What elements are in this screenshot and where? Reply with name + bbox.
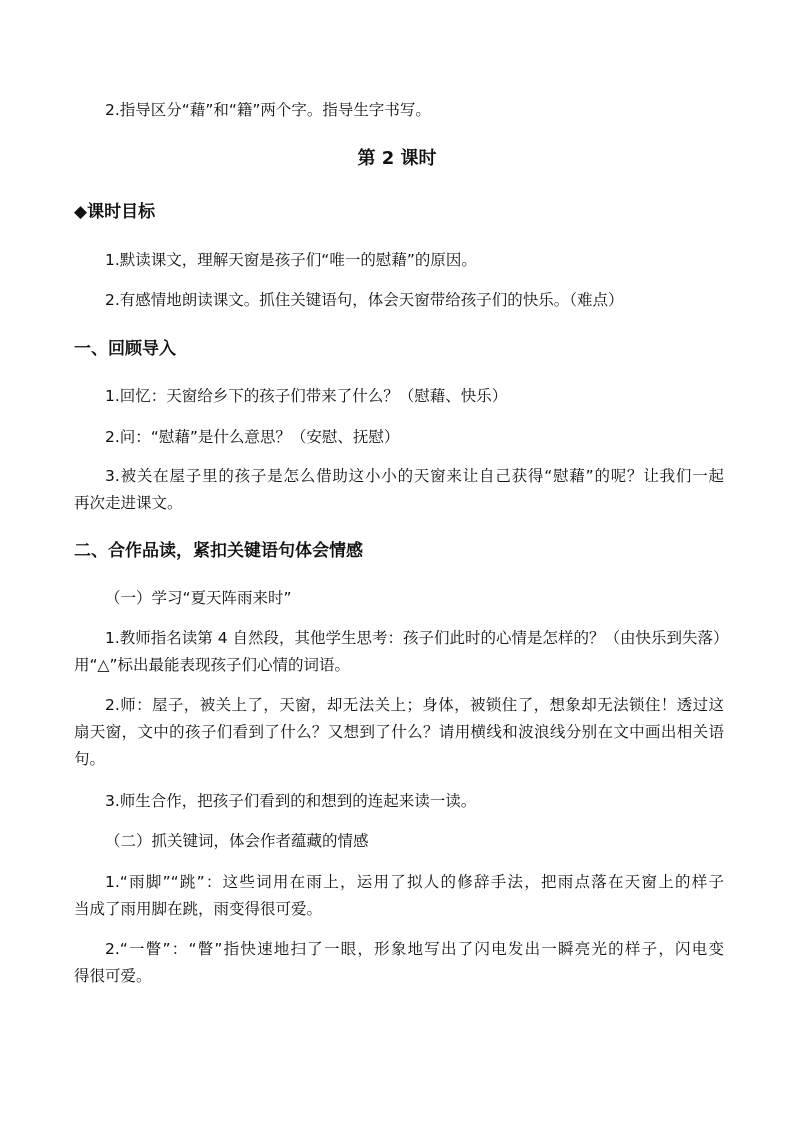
subsection-1-heading	[74, 585, 724, 612]
activity-text-line-2: 扇天窗，文中的孩子们看到了什么？又想到了什么？请用横线和波浪线分别在文中画出相关语	[74, 723, 724, 741]
review-text-line-2: 再次走进课文。	[74, 494, 183, 512]
activity-item-3	[74, 788, 724, 815]
subsection-text: （二）抓关键词，体会作者蕴藏的情感	[105, 832, 369, 850]
review-text: 1.回忆：天窗给乡下的孩子们带来了什么？（慰藉、快乐）	[105, 387, 508, 405]
goal-item-1	[74, 247, 724, 274]
activity-item-2	[74, 692, 724, 773]
goal-item-2	[74, 287, 724, 314]
subsection-2-heading	[74, 828, 724, 855]
section-2-heading	[74, 538, 724, 565]
keyword-text-line-1: 1.“雨脚”“跳”：这些词用在雨上，运用了拟人的修辞手法，把雨点落在天窗上的样子	[105, 873, 724, 891]
lesson-title: 第 2 课时	[357, 148, 437, 169]
keyword-item-1	[74, 869, 724, 923]
activity-item-1	[74, 625, 729, 679]
activity-text-line-2: 用“△”标出最能表现孩子们心情的词语。	[74, 656, 350, 674]
keyword-item-2	[74, 936, 724, 990]
heading-text: ◆课时目标	[74, 202, 156, 222]
review-item-2	[74, 424, 724, 451]
activity-text-line-1: 2.师：屋子，被关上了，天窗，却无法关上；身体，被锁住了，想象却无法锁住！透过这	[105, 696, 724, 714]
goal-text: 1.默读课文，理解天窗是孩子们“唯一的慰藉”的原因。	[105, 251, 477, 269]
review-item-1	[74, 383, 724, 410]
keyword-text-line-1: 2.“一瞥”：“瞥”指快速地扫了一眼，形象地写出了闪电发出一瞬亮光的样子，闪电变	[105, 940, 724, 958]
paragraph-text: 2.指导区分“藉”和“籍”两个字。指导生字书写。	[105, 101, 431, 119]
review-text: 2.问：“慰藉”是什么意思？（安慰、抚慰）	[105, 428, 400, 446]
review-text-line-1: 3.被关在屋子里的孩子是怎么借助这小小的天窗来让自己获得“慰藉”的呢？让我们一起	[105, 467, 724, 485]
activity-text-line-1: 1.教师指名读第 4 自然段，其他学生思考：孩子们此时的心情是怎样的？（由快乐到失落）	[105, 629, 729, 647]
keyword-text-line-2: 当成了雨用脚在跳，雨变得很可爱。	[74, 900, 323, 918]
heading-text: 一、回顾导入	[74, 339, 176, 359]
section-1-heading	[74, 336, 724, 363]
keyword-text-line-2: 得很可爱。	[74, 967, 152, 985]
activity-text: 3.师生合作，把孩子们看到的和想到的连起来读一读。	[105, 792, 477, 810]
activity-text-line-3: 句。	[74, 750, 106, 768]
heading-text: 二、合作品读，紧扣关键语句体会情感	[74, 541, 363, 561]
goal-text: 2.有感情地朗读课文。抓住关键语句，体会天窗带给孩子们的快乐。（难点）	[105, 291, 624, 309]
subsection-text: （一）学习“夏天阵雨来时”	[105, 589, 292, 607]
paragraph-guide	[74, 97, 724, 124]
goals-heading	[74, 199, 724, 226]
review-item-3	[74, 463, 724, 517]
